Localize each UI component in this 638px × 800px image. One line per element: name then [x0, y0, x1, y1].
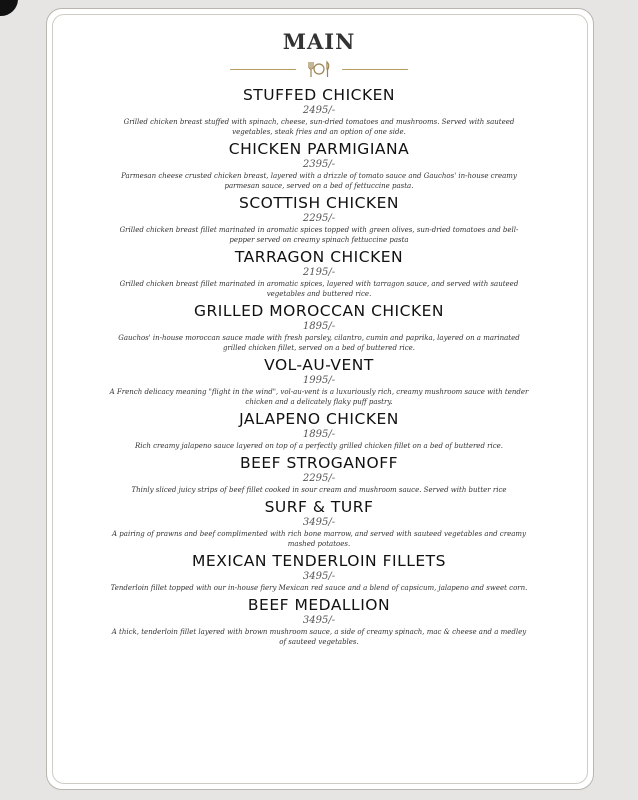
item-price: 2295/-	[302, 473, 336, 484]
item-name: SURF & TURF	[264, 498, 374, 516]
item-description: A pairing of prawns and beef complimented with rich bone marrow, and served with sauteed vegetables and creamy mashed potatoes.	[112, 530, 526, 548]
item-price: 3495/-	[302, 615, 336, 626]
divider-line-left	[230, 69, 296, 70]
item-description: Grilled chicken breast fillet marinated in aromatic spices topped with green olives, sun-dried tomatoes and bell-pepper served on creamy spinach fettuccine pasta	[119, 226, 519, 244]
menu-item	[60, 356, 578, 407]
item-price: 3495/-	[302, 571, 336, 582]
menu-item	[60, 410, 578, 451]
item-description: A French delicacy meaning "flight in the wind", vol-au-vent is a luxuriously rich, creamy mushroom sauce with tender chicken and a delicately flaky puff pastry.	[109, 388, 529, 406]
item-price: 2495/-	[302, 105, 336, 116]
item-name: SCOTTISH CHICKEN	[239, 194, 399, 212]
menu-item	[60, 596, 578, 647]
menu-item	[60, 248, 578, 299]
item-price: 1895/-	[302, 321, 336, 332]
menu-list	[60, 86, 578, 647]
item-price: 2295/-	[302, 213, 336, 224]
item-price: 3495/-	[302, 517, 336, 528]
menu-page	[60, 28, 578, 650]
item-price: 1995/-	[302, 375, 336, 386]
item-description: Grilled chicken breast fillet marinated in aromatic spices, layered with tarragon sauce, and served with sauteed vegetables and buttered rice.	[119, 280, 519, 298]
cutlery-icon	[304, 59, 334, 79]
divider-line-right	[342, 69, 408, 70]
item-name: MEXICAN TENDERLOIN FILLETS	[192, 552, 446, 570]
menu-item	[60, 86, 578, 137]
item-name: VOL-AU-VENT	[264, 356, 374, 374]
menu-item	[60, 498, 578, 549]
menu-item	[60, 194, 578, 245]
item-price: 2395/-	[302, 159, 336, 170]
menu-item	[60, 140, 578, 191]
item-description: Grilled chicken breast stuffed with spinach, cheese, sun-dried tomatoes and mushrooms. Served with sauteed vegetables, steak fries and an option of one side.	[123, 118, 515, 136]
item-price: 2195/-	[302, 267, 336, 278]
item-description: Rich creamy jalapeno sauce layered on top of a perfectly grilled chicken fillet on a bed of buttered rice.	[134, 442, 504, 450]
menu-item	[60, 552, 578, 593]
item-name: TARRAGON CHICKEN	[234, 248, 404, 266]
item-name: STUFFED CHICKEN	[242, 86, 396, 104]
item-price: 1895/-	[302, 429, 336, 440]
item-description: A thick, tenderloin fillet layered with brown mushroom sauce, a side of creamy spinach, mac & cheese and a medley of sauteed vegetables.	[111, 628, 527, 646]
title-divider	[60, 58, 578, 80]
item-description: Thinly sliced juicy strips of beef fillet cooked in sour cream and mushroom sauce. Served with butter rice	[131, 486, 507, 494]
item-name: CHICKEN PARMIGIANA	[228, 140, 410, 158]
corner-dot	[0, 0, 18, 16]
item-description: Parmesan cheese crusted chicken breast, layered with a drizzle of tomato sauce and Gauchos' in-house creamy parmesan sauce, served on a bed of fettuccine pasta.	[121, 172, 517, 190]
item-description: Tenderloin fillet topped with our in-house fiery Mexican red sauce and a blend of capsicum, jalapeno and sweet corn.	[110, 584, 528, 592]
page-title: MAIN	[282, 29, 356, 54]
item-name: BEEF MEDALLION	[247, 596, 391, 614]
menu-item	[60, 454, 578, 495]
menu-item	[60, 302, 578, 353]
item-name: GRILLED MOROCCAN CHICKEN	[193, 302, 445, 320]
item-name: JALAPENO CHICKEN	[239, 410, 399, 428]
item-name: BEEF STROGANOFF	[239, 454, 399, 472]
item-description: Gauchos' in-house moroccan sauce made with fresh parsley, cilantro, cumin and paprika, layered on a marinated grilled chicken fillet, served on a bed of buttered rice.	[118, 334, 520, 352]
